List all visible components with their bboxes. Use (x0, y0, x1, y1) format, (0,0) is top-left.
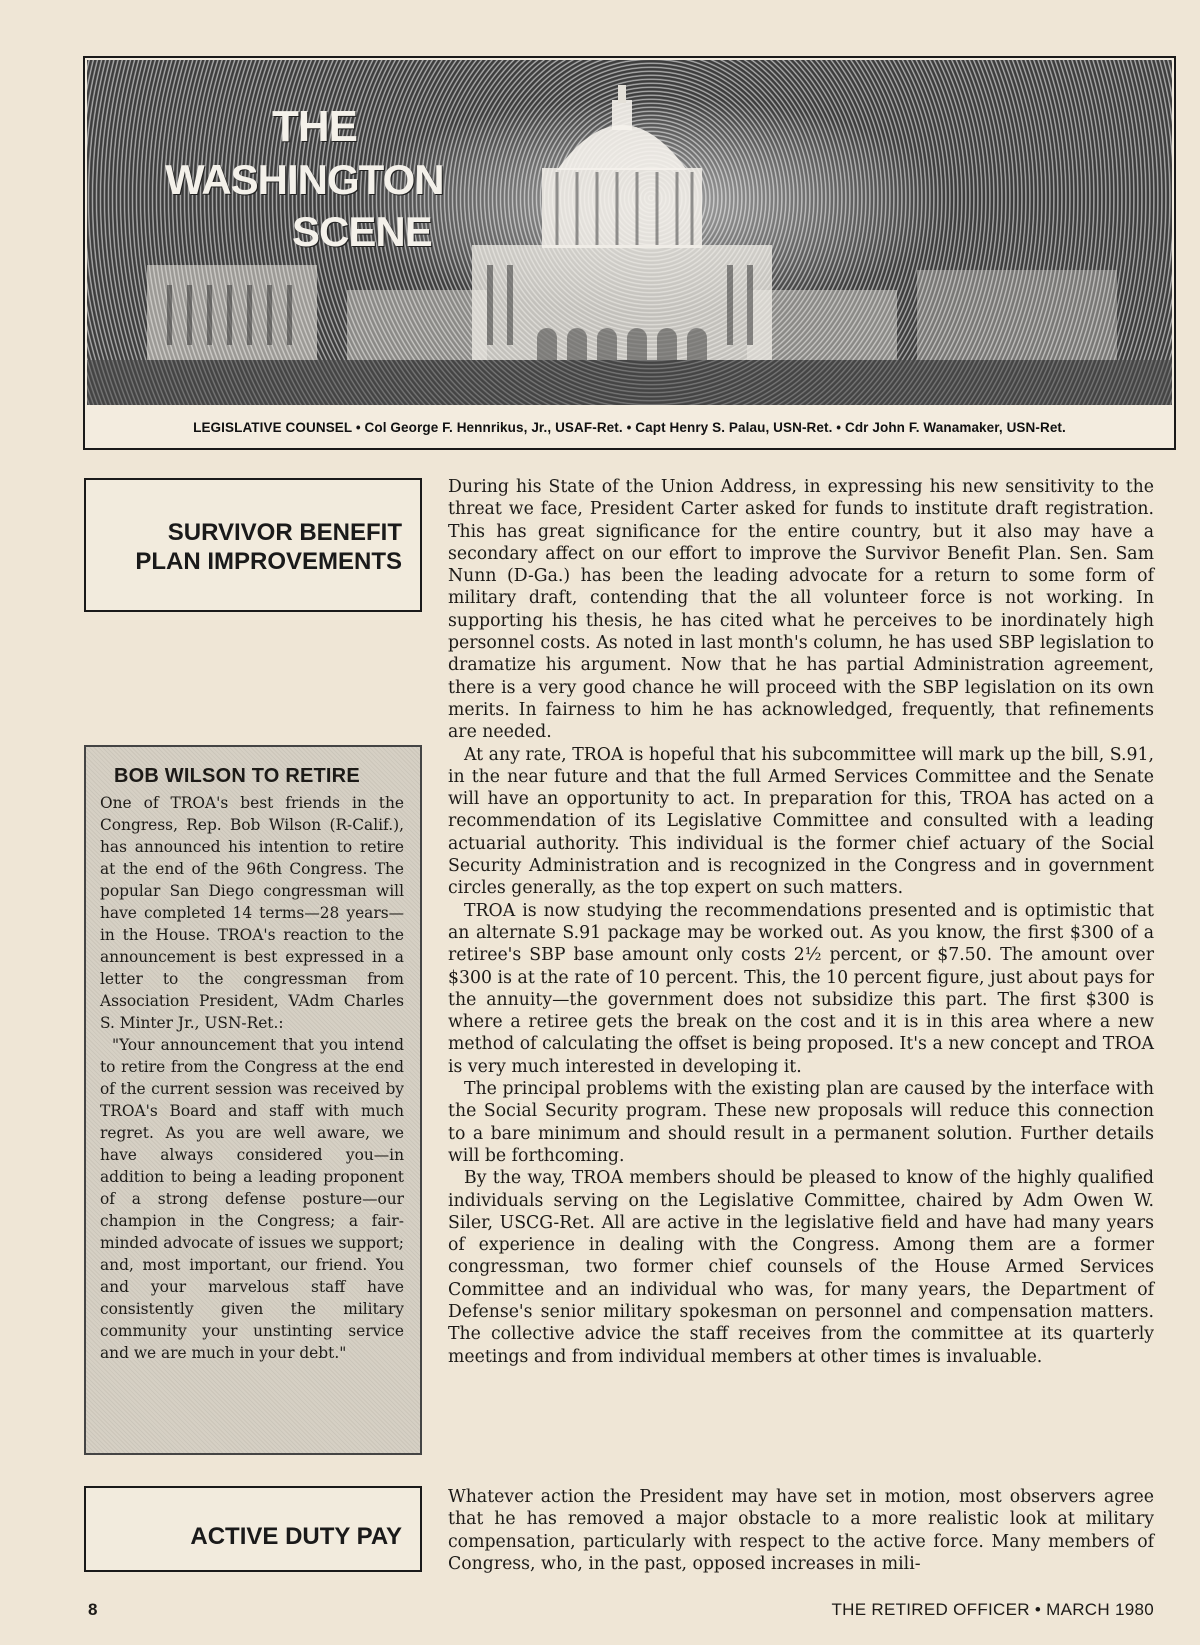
capitol-banner-image (87, 60, 1172, 405)
article-paragraph: During his State of the Union Address, in expressing his new sensitivity to the threat we face, President Carter asked for funds to institute draft registration. This has great significance for the entire country, but it also may have a secondary affect on our effort to improve the Survivor Benefit Plan. Sen. Sam Nunn (D-Ga.) has been the leading advocate for a return to some form of military draft, contending that the all volunteer force is not working. In supporting his thesis, he has cited what he perceives to be inordinately high personnel costs. As noted in last month's column, he has used SBP legislation to dramatize his argument. Now that he has partial Administration agreement, there is a very good chance he will proceed with the SBP legislation on its own merits. In fairness to him he has acknowledged, frequently, that refinements are needed. (448, 477, 1154, 743)
page-number: 8 (88, 1600, 98, 1619)
article-sbp-body (448, 476, 1154, 1368)
masthead-title-scene: SCENE (292, 208, 432, 255)
section-heading-sbp-line2: PLAN IMPROVEMENTS (135, 548, 402, 575)
sidebar-bob-wilson (84, 745, 422, 1455)
masthead-title-the: THE (272, 102, 357, 151)
publication-footer: THE RETIRED OFFICER • MARCH 1980 (831, 1600, 1154, 1619)
sidebar-quote-paragraph: "Your announcement that you intend to retire from the Congress at the end of the current session was received by TROA's Board and staff with much regret. As you are well aware, we have always considered you—in addition to being a leading proponent of a strong defense posture—our champion in the Congress; a fair-minded advocate of issues we support; and, most important, our friend. You and your marvelous staff have consistently given the military community your unstinting service and we are much in your debt." (100, 1036, 404, 1362)
article-paragraph: By the way, TROA members should be pleased to know of the highly qualified individuals serving on the Legislative Committee, chaired by Adm Owen W. Siler, USCG-Ret. All are active in the legislative field and have had many years of experience in dealing with the Congress. Among them are a former congressman, two former chief counsels of the House Armed Services Committee and an individual who was, for many years, the Department of Defense's senior military spokesman on personnel and compensation matters. The collective advice the staff receives from the committee at its quarterly meetings and from individual members at other times is invaluable. (448, 1168, 1154, 1367)
capitol-dome-illustration (87, 60, 1172, 405)
article-active-duty-body (448, 1486, 1154, 1575)
section-heading-sbp-line1: SURVIVOR BENEFIT (167, 519, 402, 546)
article-paragraph: TROA is now studying the recommendations presented and is optimistic that an alternate S.91 package may be worked out. As you know, the first $300 of a retiree's SBP base amount only costs 2½ percent, or $7.50. The amount over $300 is at the rate of 10 percent. This, the 10 percent figure, just about pays for the annuity—the government does not subsidize this part. The first $300 is where a retiree gets the break on the cost and it is in this area where a new method of calculating the offset is being proposed. It's a new concept and TROA is very much interested in developing it. (448, 900, 1154, 1077)
masthead (83, 56, 1176, 450)
article-paragraph: The principal problems with the existing plan are caused by the interface with the Social Security program. These new proposals will reduce this connection to a bare minimum and should result in a permanent solution. Further details will be forthcoming. (448, 1079, 1154, 1166)
section-heading-active-duty-pay (84, 1486, 422, 1572)
article-paragraph-active-duty: Whatever action the President may have set in motion, most observers agree that he has removed a major obstacle to a more realistic look at military compensation, particularly with respect to the active force. Many members of Congress, who, in the past, opposed increases in mili- (448, 1487, 1154, 1574)
article-paragraph: At any rate, TROA is hopeful that his subcommittee will mark up the bill, S.91, in the near future and that the full Armed Services Committee and the Senate will have an opportunity to act. In preparation for this, TROA has acted on a recommendation of its Legislative Committee and consulted with a leading actuarial authority. This individual is the former chief actuary of the Social Security Administration and is recognized in the Congress and in government circles generally, as the top expert on such matters. (448, 744, 1154, 899)
section-heading-survivor-benefit (84, 478, 422, 612)
sidebar-paragraph: One of TROA's best friends in the Congress, Rep. Bob Wilson (R-Calif.), has announced his intention to retire at the end of the 96th Congress. The popular San Diego congressman will have completed 14 terms—28 years—in the House. TROA's reaction to the announcement is best expressed in a letter to the congressman from Association President, VAdm Charles S. Minter Jr., USN-Ret.: (100, 794, 404, 1032)
sidebar-heading: BOB WILSON TO RETIRE (114, 765, 360, 787)
section-heading-adp-text: ACTIVE DUTY PAY (190, 1523, 402, 1550)
masthead-title-washington: WASHINGTON (165, 156, 444, 203)
legislative-counsel-byline: LEGISLATIVE COUNSEL • Col George F. Hennrikus, Jr., USAF-Ret. • Capt Henry S. Palau, USN-Ret. • Cdr John F. Wanamaker, USN-Ret. (193, 420, 1066, 435)
